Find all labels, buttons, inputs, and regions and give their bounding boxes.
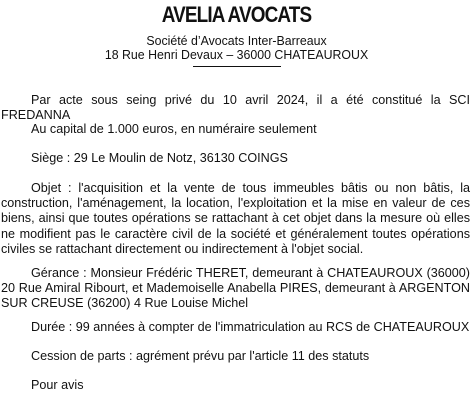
firm-name: AVELIA AVOCATS (161, 2, 312, 27)
cession-paragraph: Cession de parts : agrément prévu par l'article 11 des statuts (31, 349, 370, 363)
gerance-paragraph: Gérance : Monsieur Frédéric THERET, demeurant à CHATEAUROUX (36000) 20 Rue Amiral Ribourt, et Mademoiselle Anabella PIRES, demeurant à ARGENTON SUR CREUSE (36200) 4 Rue Louise Michel (1, 266, 470, 311)
closing-paragraph: Pour avis (31, 378, 84, 392)
firm-address: 18 Rue Henri Devaux – 36000 CHATEAUROUX (104, 47, 369, 62)
duree-paragraph: Durée : 99 années à compter de l'immatriculation au RCS de CHATEAUROUX (31, 320, 470, 334)
objet-paragraph: Objet : l'acquisition et la vente de tous immeubles bâtis ou non bâtis, la construction, l'aménagement, la location, l'exploitation et la mise en valeur de ces biens, ainsi que toutes opérations se rattachant à cet objet dans la mesure où elles ne modifient pas le caractère civil de la société et généralement toutes opérations civiles se rattachant directement ou indirectement à l'objet social. (1, 181, 470, 256)
capital-paragraph: Au capital de 1.000 euros, en numéraire seulement (31, 122, 317, 136)
firm-type: Société d’Avocats Inter-Barreaux (146, 33, 327, 48)
constitution-paragraph: Par acte sous seing privé du 10 avril 2024, il a été constitué la SCI FREDANNA (1, 93, 470, 123)
siege-paragraph: Siège : 29 Le Moulin de Notz, 36130 COINGS (31, 151, 288, 165)
header-divider (193, 66, 281, 67)
